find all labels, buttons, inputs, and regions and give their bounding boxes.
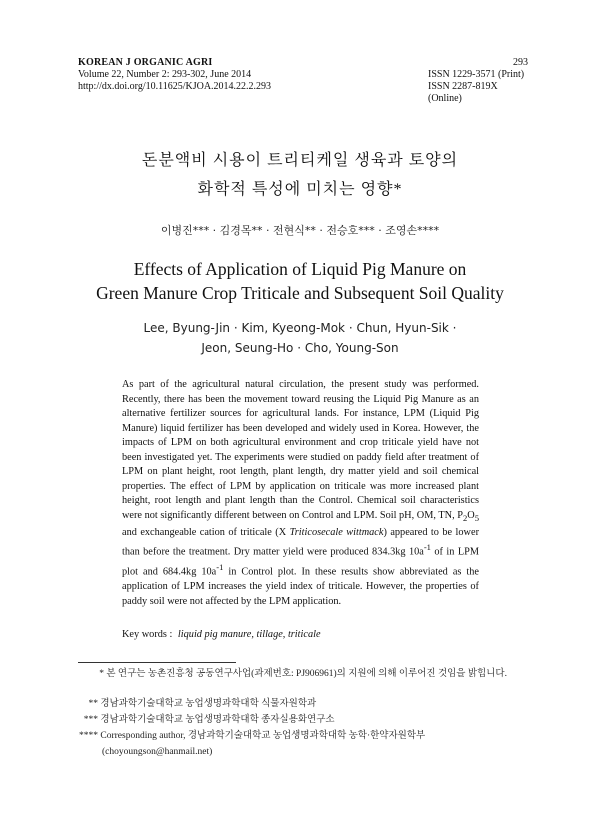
abstract [122,378,479,609]
issn-print: ISSN 1229-3571 (Print) [428,69,525,80]
footnote [78,697,316,711]
footnote-mark: *** [83,715,98,725]
english-authors-line2: Jeon, Seung-Ho · Cho, Young-Son [201,341,399,355]
footnote-text: 경남과학기술대학교 농업생명과학대학 종자실용화연구소 [100,715,335,725]
superscript: -1 [423,542,431,553]
footnote [78,729,425,743]
footnote-text: 본 연구는 농촌진흥청 공동연구사업(과제번호: PJ906961)의 지원에 의해 이루어진 것임을 밝힙니다. [106,669,507,679]
footnote [92,667,528,681]
subscript: 2 [462,512,468,523]
abstract-text: in Control plot. In these results show abbreviated as the application of LPM increases the yield index of triticale. However, the properties of paddy soil were not affected by the LPM application. [122,566,479,607]
doi-link[interactable]: http://dx.doi.org/10.11625/KJOA.2014.22.2.293 [78,81,272,92]
footnote-mark: ** [88,699,98,709]
keywords-label: Key words : [122,629,173,640]
corresponding-email[interactable]: (choyoungson@hanmail.net) [102,747,213,757]
keywords [122,629,321,640]
korean-title-line1: 돈분액비 시용이 트리티케일 생육과 토양의 [141,152,459,169]
korean-authors: 이병진*** · 김경목** · 전현식** · 전승호*** · 조영손**** [160,224,440,237]
keywords-terms: liquid pig manure, tillage, triticale [177,629,321,640]
species-name: Triticosecale wittmack [289,526,384,538]
footnote-text: 경남과학기술대학교 농업생명과학대학 식물자원학과 [100,699,317,709]
english-title-line2: Green Manure Crop Triticale and Subsequent Soil Quality [96,283,504,303]
journal-name: KOREAN J ORGANIC AGRI [78,57,213,68]
volume-info: Volume 22, Number 2: 293-302, June 2014 [78,69,252,80]
korean-title-line2: 화학적 특성에 미치는 영향* [197,181,403,198]
abstract-text: O [467,509,475,521]
page-number: 293 [513,57,528,68]
subscript: 5 [474,512,479,523]
footnote-mark: * [99,669,104,679]
abstract-text: ) appeared to be lower than before the treatment. Dry matter yield were produced 834.3kg 10a [122,526,479,558]
english-title-line1: Effects of Application of Liquid Pig Manure on [133,259,467,279]
abstract-text: As part of the agricultural natural circulation, the present study was performed. Recently, there has been the movement toward reusing the Liquid Pig Manure as an alternative fertilizer sources for agricultural lands. For instance, LPM (Liquid Pig Manure) liquid fertilizer has been developed and widely used in Korea. However, the impacts of LPM on both agricultural environment and crop triticale yield have not been investigated yet. The experiments were studied on paddy field after treatment of LPM on plant height, root length, plant length, dry matter yield and soil chemical properties. The effect of LPM by application on triticale was more increased plant height, root length and plant length than the Control. Chemical soil characteristics were not significantly different between on Control and LPM. Soil pH, OM, TN, P [122,379,479,521]
abstract-text: and exchangeable cation of triticale (X [122,526,290,538]
footnote-text: Corresponding author, 경남과학기술대학교 농업생명과학대학 농학·한약자원학부 [100,731,426,741]
footnote-mark: **** [79,731,98,741]
journal-header [78,57,271,93]
issn-online: ISSN 2287-819X (Online) [428,81,498,104]
footnote [78,713,335,727]
abstract-text: of in LPM plot and 684.4kg 10a [122,546,479,578]
footnote-divider [78,662,236,663]
english-authors-line1: Lee, Byung-Jin · Kim, Kyeong-Mok · Chun, Hyun-Sik · [143,321,457,335]
issn-block [428,57,528,105]
superscript: -1 [216,562,224,573]
footnote-email [102,745,212,759]
